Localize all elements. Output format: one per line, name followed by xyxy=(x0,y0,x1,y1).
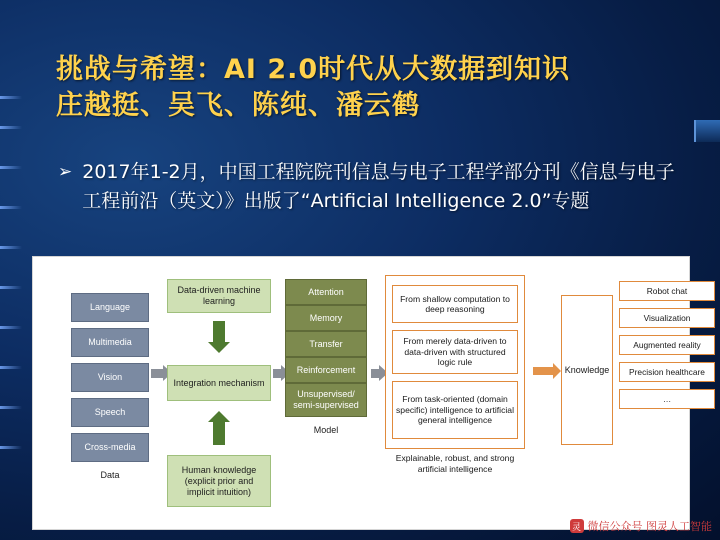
application-item: Augmented reality xyxy=(619,335,715,355)
reasoning-box-3: From task-oriented (domain specific) intelligence to artificial general intelligence xyxy=(392,381,518,439)
model-column-caption: Model xyxy=(313,425,339,435)
olive-box-memory: Memory xyxy=(285,305,367,331)
knowledge-box: Knowledge xyxy=(561,295,613,445)
green-box-learning: Data-driven machine learning xyxy=(167,279,271,313)
bullet-item xyxy=(58,158,678,216)
decorative-right-mark xyxy=(694,120,720,142)
arrow-green-to-olive xyxy=(273,369,281,378)
watermark xyxy=(570,518,713,534)
decorative-left-stripes xyxy=(0,0,26,540)
figure-model-olive-column xyxy=(285,279,367,435)
application-item: Precision healthcare xyxy=(619,362,715,382)
green-box-integration: Integration mechanism xyxy=(167,365,271,401)
bullet-item-text: 2017年1-2月，中国工程院院刊信息与电子工程学部分刊《信息与电子工程前沿（英文）》出版了“Artificial Intelligence 2.0”专题 xyxy=(82,161,675,212)
figure-image xyxy=(32,256,705,530)
reasoning-column-caption: Explainable, robust, and strong artificial intelligence xyxy=(395,453,515,474)
arrow-down-green xyxy=(213,321,225,343)
olive-box-attention: Attention xyxy=(285,279,367,305)
data-item: Speech xyxy=(71,398,149,427)
application-item: Visualization xyxy=(619,308,715,328)
green-box-human-knowledge: Human knowledge (explicit prior and implicit intuition) xyxy=(167,455,271,507)
slide-title-line-1: 挑战与希望：AI 2.0时代从大数据到知识 xyxy=(56,54,571,85)
figure-reasoning-column xyxy=(385,275,525,474)
data-column-caption: Data xyxy=(100,470,120,480)
data-item: Cross-media xyxy=(71,433,149,462)
data-item: Vision xyxy=(71,363,149,392)
olive-box-transfer: Transfer xyxy=(285,331,367,357)
slide-title-line-2: 庄越挺、吴飞、陈纯、潘云鹤 xyxy=(56,90,420,121)
watermark-logo-icon: 灵 xyxy=(570,519,584,533)
figure-applications-column xyxy=(619,281,715,416)
figure-knowledge-column xyxy=(561,295,613,445)
arrow-reasoning-to-knowledge xyxy=(533,367,553,375)
figure-data-column xyxy=(71,293,149,480)
watermark-text: 微信公众号 图灵人工智能 xyxy=(587,520,712,533)
data-item: Language xyxy=(71,293,149,322)
reasoning-box-1: From shallow computation to deep reasoning xyxy=(392,285,518,323)
application-item: … xyxy=(619,389,715,409)
olive-box-reinforcement: Reinforcement xyxy=(285,357,367,383)
bullet-arrow-icon: ➢ xyxy=(58,162,73,181)
reasoning-box-2: From merely data-driven to data-driven with structured logic rule xyxy=(392,330,518,374)
application-item: Robot chat xyxy=(619,281,715,301)
arrow-up-green xyxy=(213,421,225,445)
slide-title xyxy=(56,52,676,124)
olive-box-unsupervised: Unsupervised/ semi-supervised xyxy=(285,383,367,417)
data-item: Multimedia xyxy=(71,328,149,357)
figure-model-green-column xyxy=(167,279,271,507)
arrow-data-to-model xyxy=(151,369,163,378)
arrow-model-to-reasoning xyxy=(371,369,379,378)
